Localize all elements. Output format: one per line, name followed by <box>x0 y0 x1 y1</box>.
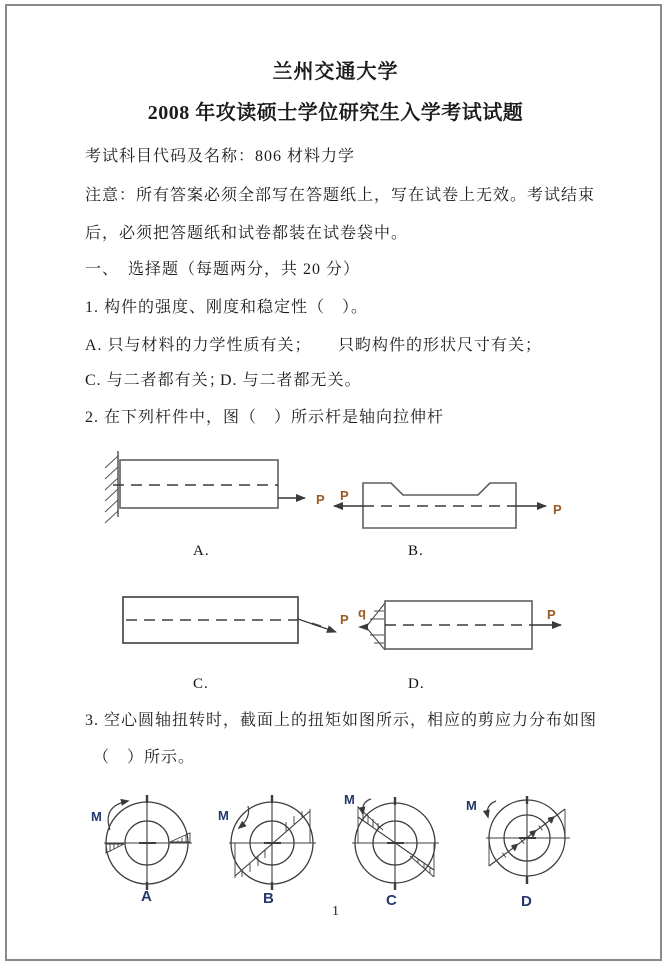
caption-circle-d: D <box>521 893 532 910</box>
caption-circle-c: C <box>386 892 397 909</box>
load-apex-arrowhead <box>358 624 368 631</box>
bar-diagram-a <box>105 451 325 523</box>
force-p-label: P <box>553 502 562 517</box>
section-diagram-b <box>218 795 316 890</box>
q3-stem-line1: 3. 空心圆轴扭转时，截面上的扭矩如图所示，相应的剪应力分布如图 <box>85 712 598 729</box>
q2-stem: 2. 在下列杆件中，图（ ）所示杆是轴向拉伸杆 <box>85 409 445 426</box>
university-title: 兰州交通大学 <box>272 61 399 83</box>
page-number: 1 <box>332 904 339 919</box>
moment-arc-arrow <box>108 801 128 830</box>
moment-arc-arrow <box>487 801 496 817</box>
arrow-tick <box>312 624 321 627</box>
moment-m-label: M <box>218 808 229 823</box>
caption-b: B. <box>408 543 424 559</box>
q1-stem: 1. 构件的强度、刚度和稳定性（ ）。 <box>85 299 369 316</box>
notice-line-1: 注意：所有答案必须全部写在答题纸上，写在试卷上无效。考试结束 <box>85 187 596 204</box>
q2-bar-diagrams <box>85 440 585 710</box>
caption-d: D. <box>408 676 425 692</box>
q1-option-d: D. 与二者都无关。 <box>220 372 362 389</box>
caption-circle-a: A <box>141 888 152 905</box>
caption-circle-b: B <box>263 890 274 907</box>
section-diagram-d <box>466 796 570 884</box>
q1-option-a: A. 只与材料的力学性质有关； <box>85 337 312 354</box>
q3-circle-diagrams <box>85 782 590 910</box>
force-p-label: P <box>340 488 349 503</box>
notice-line-2: 后，必须把答题纸和试卷都装在试卷袋中。 <box>85 225 409 242</box>
subject-line: 考试科目代码及名称：806 材料力学 <box>85 148 356 165</box>
distributed-load-triangle <box>366 603 385 650</box>
wall-hatch <box>105 456 118 523</box>
force-p-label: P <box>547 607 556 622</box>
bar-outline <box>120 460 278 508</box>
section-heading: 一、 选择题（每题两分，共 20 分） <box>85 261 361 278</box>
load-q-label: q <box>358 605 366 620</box>
caption-a: A. <box>193 543 210 559</box>
bar-diagram-b <box>334 483 562 528</box>
bar-diagram-c <box>123 597 349 643</box>
bar-diagram-d <box>358 601 561 650</box>
exam-subtitle: 2008 年攻读硕士学位研究生入学考试试题 <box>147 102 524 124</box>
moment-m-label: M <box>91 809 102 824</box>
q1-option-b: 只畇构件的形状尺寸有关； <box>338 337 543 354</box>
q1-option-c: C. 与二者都有关； <box>85 372 226 389</box>
force-p-label: P <box>316 492 325 507</box>
section-diagram-c <box>344 792 439 890</box>
q3-stem-line2: （ ）所示。 <box>93 749 196 766</box>
moment-m-label: M <box>466 798 477 813</box>
section-diagram-a <box>91 795 192 890</box>
stress-envelope <box>358 806 434 877</box>
stress-left <box>106 844 124 853</box>
moment-m-label: M <box>344 792 355 807</box>
force-p-label: P <box>340 612 349 627</box>
caption-c: C. <box>193 676 209 692</box>
